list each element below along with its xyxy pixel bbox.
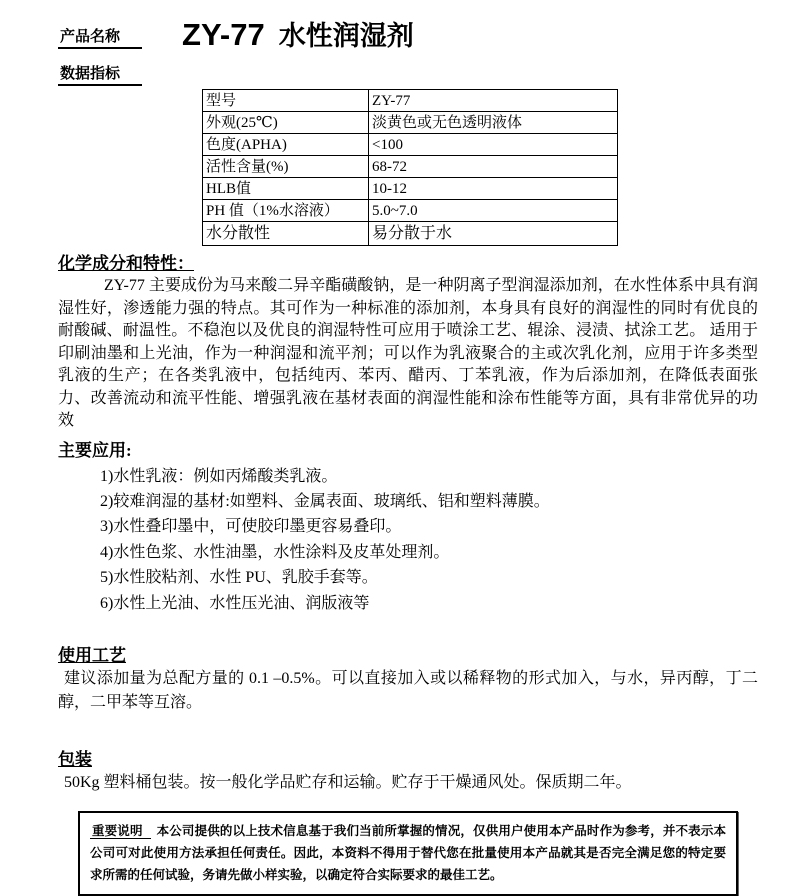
- product-name-label: 产品名称: [58, 26, 142, 49]
- spec-key-cell: 外观(25℃): [203, 112, 369, 134]
- spec-value-cell: 68-72: [369, 156, 618, 178]
- table-row: [203, 134, 618, 156]
- spec-key-cell: 活性含量(%): [203, 156, 369, 178]
- packaging-paragraph: 50Kg 塑料桶包装。按一般化学品贮存和运输。贮存于干燥通风处。保质期二年。: [64, 773, 632, 791]
- table-row: [203, 156, 618, 178]
- spec-key-cell: HLB值: [203, 178, 369, 200]
- table-row: [203, 112, 618, 134]
- disclaimer-text: 本公司提供的以上技术信息基于我们当前所掌握的情况，仅供用户使用本产品时作为参考，并不表示本公司可对此使用方法承担任何责任。因此，本资料不得用于替代您在批量使用本产品就其是否完全满足您的特定要求所需的任何试验，务请先做小样实验，以确定符合实际要求的最佳工艺。: [90, 823, 726, 882]
- spec-value-cell: ZY-77: [369, 90, 618, 112]
- header: [58, 14, 758, 53]
- spec-key-cell: 色度(APHA): [203, 134, 369, 156]
- spec-value-cell: 易分散于水: [369, 222, 618, 246]
- disclaimer-box: [78, 811, 738, 896]
- packaging-heading: [58, 750, 758, 770]
- chemistry-paragraph: ZY-77 主要成份为马来酸二异辛酯磺酸钠，是一种阴离子型润湿添加剂，在水性体系中具有润湿性好，渗透能力强的特点。其可作为一种标准的添加剂，本身具有良好的润湿性的同时有优良的耐酸碱、耐温性。不稳泡以及优良的润湿特性可应用于喷涂工艺、辊涂、浸渍、拭涂工艺。 适用于印刷油墨和上光油，作为一种润湿和流平剂；可以作为乳液聚合的主或次乳化剂，应用于许多类型乳液的生产；在各类乳液中，包括纯丙、苯丙、醋丙、丁苯乳液，作为后添加剂，在降低表面张力、改善流动和流平性能、增强乳液在基材表面的润湿性能和涂布性能等方面，具有非常优异的功效: [58, 277, 758, 429]
- spec-value-cell: 10-12: [369, 178, 618, 200]
- list-item: 2)较难润湿的基材:如塑料、金属表面、玻璃纸、铝和塑料薄膜。: [100, 492, 550, 510]
- spec-value-cell: 淡黄色或无色透明液体: [369, 112, 618, 134]
- table-row: [203, 90, 618, 112]
- page-title: [182, 14, 414, 53]
- spec-key-cell: PH 值（1%水溶液）: [203, 200, 369, 222]
- list-item: 5)水性胶粘剂、水性 PU、乳胶手套等。: [100, 569, 378, 587]
- title-product-name: 水性润湿剂: [278, 21, 414, 51]
- usage-heading: [58, 646, 758, 666]
- spec-key-cell: 水分散性: [203, 222, 369, 246]
- chemistry-heading-text: 化学成分和特性：: [58, 254, 194, 273]
- list-item: 6)水性上光油、水性压光油、润版液等: [100, 594, 370, 612]
- table-row: [203, 200, 618, 222]
- title-model-code: ZY-77: [182, 17, 265, 52]
- list-item: 4)水性色浆、水性油墨，水性涂料及皮革处理剂。: [100, 543, 450, 561]
- specs-heading: 数据指标: [58, 63, 142, 86]
- applications-heading: 主要应用:: [58, 440, 132, 460]
- spec-value-cell: <100: [369, 134, 618, 156]
- chemistry-heading: [58, 254, 758, 274]
- table-row: [203, 222, 618, 246]
- packaging-heading-text: 包装: [58, 749, 92, 769]
- usage-heading-text: 使用工艺: [58, 645, 126, 665]
- list-item: 1)水性乳液：例如丙烯酸类乳液。: [100, 467, 338, 485]
- list-item: 3)水性叠印墨中，可使胶印墨更容易叠印。: [100, 518, 402, 536]
- usage-paragraph: 建议添加量为总配方量的 0.1 –0.5%。可以直接加入或以稀释物的形式加入，与水，异丙醇，丁二醇，二甲苯等互溶。: [58, 669, 758, 712]
- disclaimer-label: 重要说明: [90, 824, 151, 839]
- applications-list: [58, 464, 758, 616]
- spec-table: [202, 89, 618, 246]
- spec-value-cell: 5.0~7.0: [369, 200, 618, 222]
- table-row: [203, 178, 618, 200]
- spec-key-cell: 型号: [203, 90, 369, 112]
